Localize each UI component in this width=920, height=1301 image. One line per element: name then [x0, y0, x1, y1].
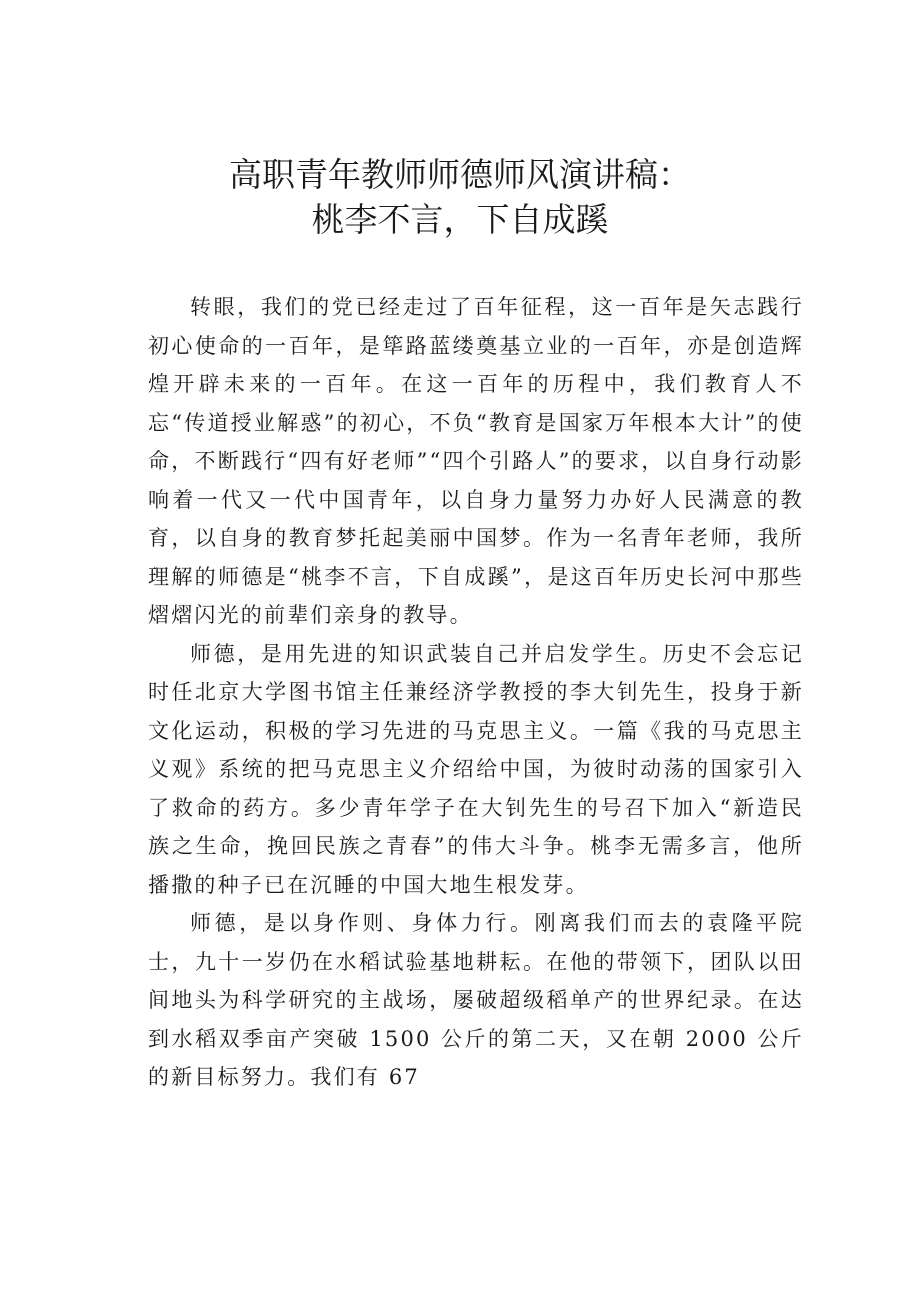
- document-body: [148, 288, 804, 1097]
- title-line-1: 高职青年教师师德师风演讲稿：: [229, 155, 691, 194]
- paragraph-1: 转眼，我们的党已经走过了百年征程，这一百年是矢志践行初心使命的一百年，是筚路蓝缕奠基立业的一百年，亦是创造辉煌开辟未来的一百年。在这一百年的历程中，我们教育人不忘“传道授业解惑”的初心，不负“教育是国家万年根本大计”的使命，不断践行“四有好老师”“四个引路人”的要求，以自身行动影响着一代又一代中国青年，以自身力量努力办好人民满意的教育，以自身的教育梦托起美丽中国梦。作为一名青年老师，我所理解的师德是“桃李不言，下自成蹊”，是这百年历史长河中那些熠熠闪光的前辈们亲身的教导。: [148, 295, 804, 627]
- title-line-2: 桃李不言，下自成蹊: [311, 200, 609, 239]
- document-title: [0, 152, 920, 242]
- paragraph-2: 师德，是用先进的知识武装自己并启发学生。历史不会忘记时任北京大学图书馆主任兼经济学教授的李大钊先生，投身于新文化运动，积极的学习先进的马克思主义。一篇《我的马克思主义观》系统的把马克思主义介绍给中国，为彼时动荡的国家引入了救命的药方。多少青年学子在大钊先生的号召下加入“新造民族之生命，挽回民族之青春”的伟大斗争。桃李无需多言，他所播撒的种子已在沉睡的中国大地生根发芽。: [148, 641, 804, 897]
- paragraph-3: 师德，是以身作则、身体力行。刚离我们而去的袁隆平院士，九十一岁仍在水稻试验基地耕耘。在他的带领下，团队以田间地头为科学研究的主战场，屡破超级稻单产的世界纪录。在达到水稻双季亩产突破 1500 公斤的第二天，又在朝 2000 公斤的新目标努力。我们有 67: [148, 911, 804, 1089]
